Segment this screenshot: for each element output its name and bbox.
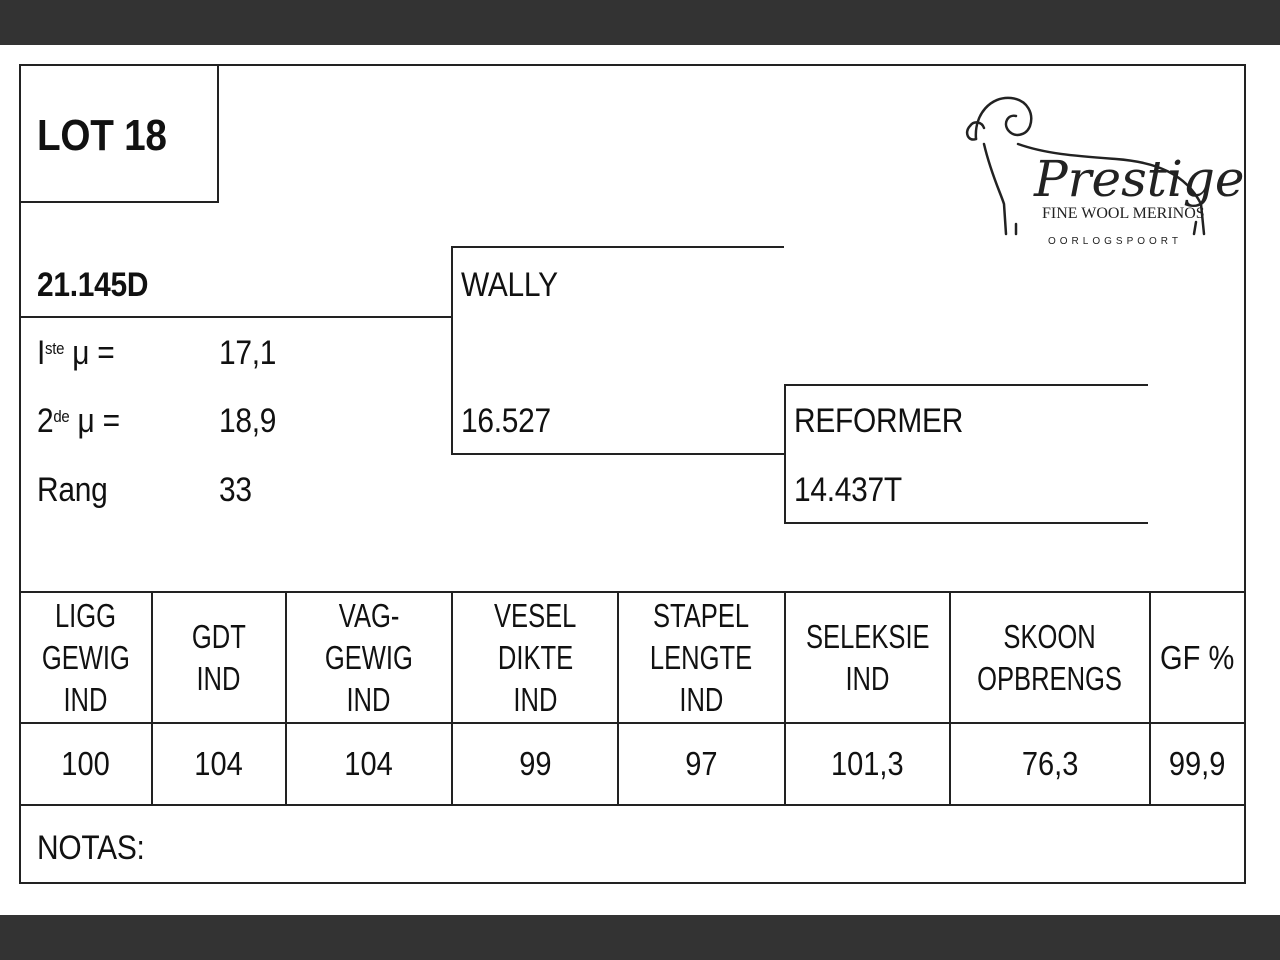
header-skoon-opbrengs: SKOON OPBRENGS [977, 617, 1123, 697]
rank-value: 33 [219, 471, 252, 509]
value-vag-gewig-ind: 104 [344, 745, 394, 782]
second-micron-label: 2de μ = [37, 402, 120, 440]
value-vesel-dikte-ind: 99 [518, 745, 552, 782]
lot-box-bottom-border [21, 201, 219, 203]
grandsire-name: REFORMER [794, 402, 964, 440]
sire-bracket-line [451, 246, 453, 455]
value-gf-percent: 99,9 [1169, 745, 1226, 782]
value-stapel-lengte-ind: 97 [685, 745, 718, 782]
grandsire-top-line [784, 384, 1148, 386]
value-ligg-gewig-ind: 100 [61, 745, 111, 782]
second-micron-value: 18,9 [219, 402, 277, 440]
value-skoon-opbrengs: 76,3 [1021, 745, 1079, 782]
lot-card [19, 64, 1246, 884]
table-bottom-line [21, 804, 1244, 806]
animal-id: 21.145D [37, 266, 149, 304]
grandsire-bottom-line [784, 522, 1148, 524]
sire-bottom-line [451, 453, 784, 455]
sire-name: WALLY [461, 266, 558, 304]
top-bar [0, 0, 1280, 45]
grandsire-id: 14.437T [794, 471, 902, 509]
header-vesel-dikte-ind: VESEL DIKTE IND [493, 596, 577, 718]
header-seleksie-ind: SELEKSIE IND [805, 617, 930, 697]
grandsire-bracket-line [784, 384, 786, 524]
bottom-bar [0, 915, 1280, 960]
sire-top-line [451, 246, 784, 248]
header-vag-gewig-ind: VAG- GEWIG IND [324, 596, 414, 718]
lot-label: LOT 18 [37, 111, 167, 160]
value-seleksie-ind: 101,3 [831, 745, 904, 782]
lot-box-right-border [217, 66, 219, 203]
logo-script-text: Prestige [1034, 150, 1245, 208]
first-micron-value: 17,1 [219, 334, 277, 372]
header-gf-percent: GF % [1160, 638, 1235, 676]
header-gdt-ind: GDT IND [192, 617, 246, 697]
logo-sub-text: FINE WOOL MERINOS [1042, 205, 1205, 222]
logo-place-text: OORLOGSPOORT [1048, 236, 1182, 247]
animal-id-underline [21, 316, 451, 318]
notes-label: NOTAS: [37, 829, 145, 867]
sheep-logo [956, 84, 1245, 254]
sire-id: 16.527 [461, 402, 551, 440]
first-micron-label: Iste μ = [37, 334, 115, 372]
rank-label: Rang [37, 471, 108, 509]
header-stapel-lengte-ind: STAPEL LENGTE IND [650, 596, 753, 718]
header-ligg-gewig-ind: LIGG GEWIG IND [41, 596, 131, 718]
value-gdt-ind: 104 [194, 745, 244, 782]
